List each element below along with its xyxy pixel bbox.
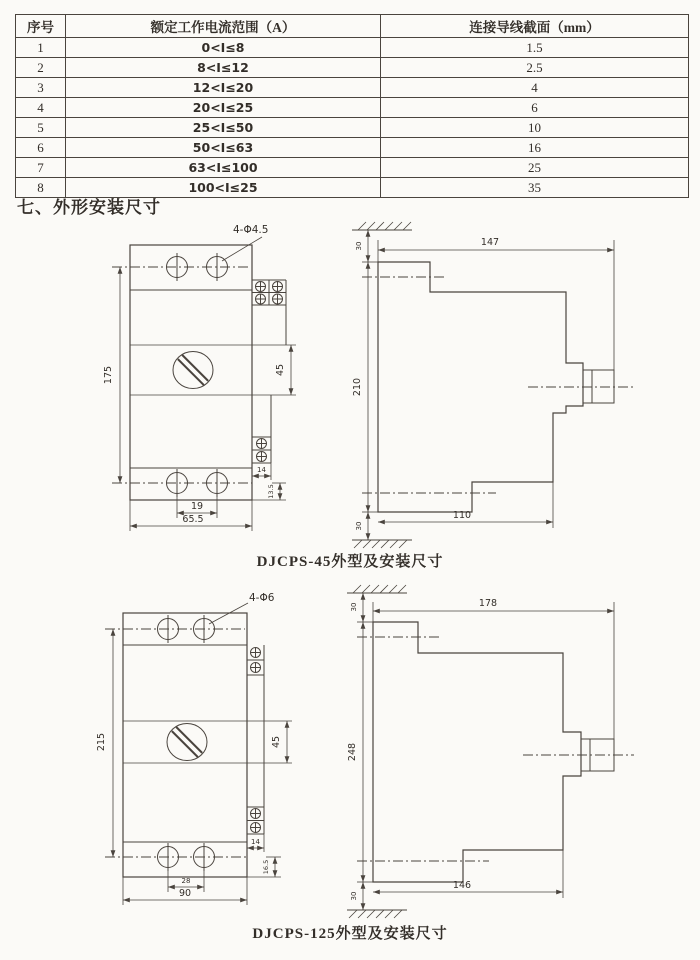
column-header-index: 序号	[16, 15, 66, 38]
dim-handle-height: 45	[271, 735, 282, 749]
column-header-wire-section: 连接导线截面（mm）	[381, 15, 689, 38]
dim-overall-width: 90	[178, 888, 192, 899]
table-cell: 5	[16, 118, 66, 138]
table-cell: 3	[16, 78, 66, 98]
dim-bottom-offset: 16.5	[262, 859, 270, 875]
table-row	[16, 38, 689, 58]
table-cell: 35	[381, 178, 689, 198]
column-header-current-range: 额定工作电流范围（A）	[66, 15, 381, 38]
dim-overall-height: 248	[347, 742, 358, 762]
section-heading: 七、外形安装尺寸	[17, 198, 161, 218]
front-view-outline	[123, 613, 292, 877]
front-mounting-holes	[105, 615, 247, 871]
table-row	[16, 58, 689, 78]
dim-overall-height: 210	[352, 377, 363, 397]
table-cell: 20<I≤25	[66, 98, 381, 118]
table-cell: 12<I≤20	[66, 78, 381, 98]
side-view-outline	[347, 585, 634, 918]
dim-mounting-height: 175	[103, 365, 114, 385]
front-dimensions	[96, 629, 287, 905]
table-cell: 63<I≤100	[66, 158, 381, 178]
table-cell: 2.5	[381, 58, 689, 78]
front-dimensions	[103, 267, 291, 531]
dim-hole-spacing: 19	[190, 501, 204, 512]
table-cell: 7	[16, 158, 66, 178]
dim-bottom-offset: 13.5	[267, 484, 275, 499]
table-row	[16, 78, 689, 98]
front-terminal-block	[247, 645, 264, 834]
figure-caption-djcps45: DJCPS-45外型及安装尺寸	[256, 554, 444, 570]
table-cell: 25	[381, 158, 689, 178]
table-header-row	[16, 15, 689, 38]
side-dimensions	[352, 230, 614, 540]
dim-depth: 178	[478, 598, 498, 609]
table-cell: 2	[16, 58, 66, 78]
table-cell: 6	[381, 98, 689, 118]
table-cell: 8	[16, 178, 66, 198]
table-cell: 0<I≤8	[66, 38, 381, 58]
table-cell: 25<I≤50	[66, 118, 381, 138]
table-cell: 6	[16, 138, 66, 158]
dim-bottom-gap: 30	[355, 521, 363, 531]
dim-mounting-height: 215	[96, 732, 107, 752]
side-dimensions	[347, 593, 614, 910]
hole-diameter-label: 4-Φ6	[249, 592, 275, 604]
rotary-handle-knob	[173, 352, 213, 389]
dim-hole-spacing: 28	[181, 877, 191, 885]
dim-top-gap: 30	[355, 241, 363, 251]
djcps125-drawing	[0, 582, 700, 922]
table-cell: 4	[381, 78, 689, 98]
table-cell: 10	[381, 118, 689, 138]
figure-caption-djcps125: DJCPS-125外型及安装尺寸	[252, 926, 448, 942]
side-view-outline	[352, 222, 636, 548]
dim-depth: 147	[480, 237, 500, 248]
table-row	[16, 158, 689, 178]
table-cell: 1.5	[381, 38, 689, 58]
table-cell: 50<I≤63	[66, 138, 381, 158]
dim-base-depth: 146	[452, 880, 472, 891]
rated-current-table	[15, 14, 689, 198]
front-hole-callout	[209, 592, 275, 624]
table-row	[16, 138, 689, 158]
hole-diameter-label: 4-Φ4.5	[233, 224, 269, 236]
table-cell: 8<I≤12	[66, 58, 381, 78]
rotary-handle-knob	[167, 724, 207, 761]
table-row	[16, 118, 689, 138]
table-cell: 4	[16, 98, 66, 118]
dim-terminal-width: 14	[257, 466, 266, 474]
dim-bottom-gap: 30	[350, 891, 358, 901]
djcps45-drawing	[0, 210, 700, 550]
dim-handle-height: 45	[275, 363, 286, 377]
table-cell: 100<I≤25	[66, 178, 381, 198]
table-row	[16, 98, 689, 118]
dim-terminal-width: 14	[251, 838, 260, 846]
table-cell: 1	[16, 38, 66, 58]
table-cell: 16	[381, 138, 689, 158]
front-hole-callout	[222, 224, 268, 261]
dim-base-depth: 110	[452, 510, 472, 521]
dim-overall-width: 65.5	[182, 514, 204, 525]
dim-top-gap: 30	[350, 602, 358, 612]
